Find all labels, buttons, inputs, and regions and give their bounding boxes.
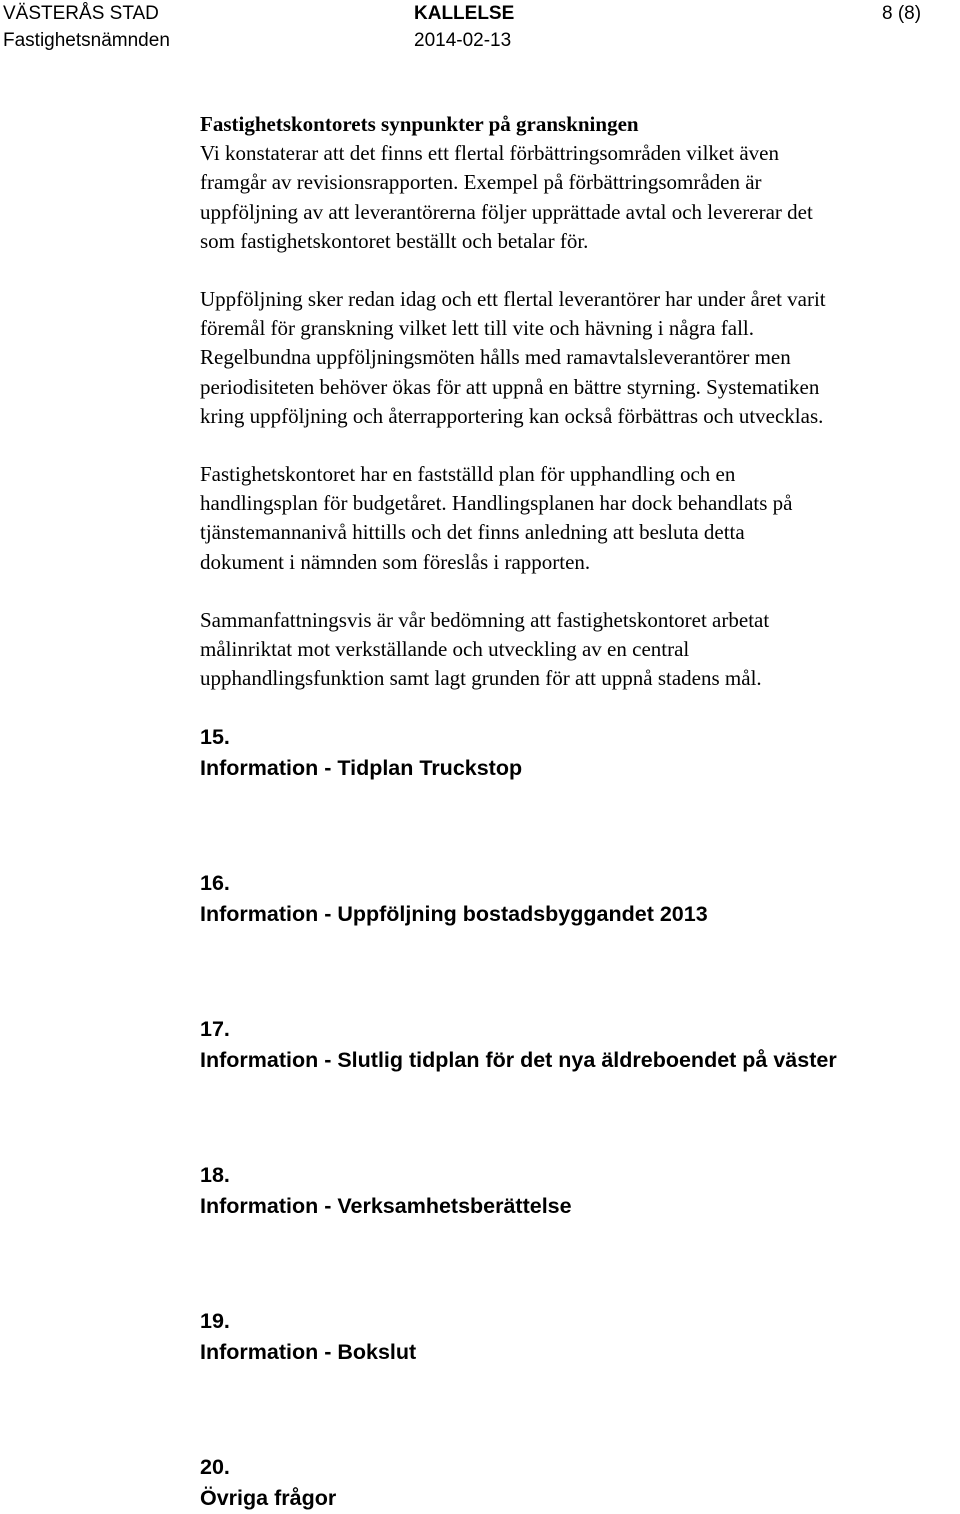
section-heading: Fastighetskontorets synpunkter på granskningen	[200, 112, 639, 136]
paragraph-uppfoljning	[200, 285, 960, 431]
agenda-title: Information - Slutlig tidplan för det nya äldreboendet på väster	[200, 1048, 837, 1072]
paragraph-line: tjänstemannanivå hittills och det finns anledning att besluta detta	[200, 520, 745, 545]
agenda-item-16	[200, 868, 708, 930]
agenda-number: 19.	[200, 1309, 230, 1333]
paragraph-line: Regelbundna uppföljningsmöten hålls med ramavtalsleverantörer men	[200, 345, 791, 370]
paragraph-line: som fastighetskontoret beställt och betalar för.	[200, 228, 589, 253]
agenda-title: Information - Verksamhetsberättelse	[200, 1194, 572, 1218]
paragraph-line: handlingsplan för budgetåret. Handlingsplanen har dock behandlats på	[200, 491, 793, 516]
paragraph-synpunkter	[200, 110, 960, 256]
agenda-number: 17.	[200, 1017, 230, 1041]
document-date: 2014-02-13	[414, 30, 512, 51]
agenda-item-17	[200, 1014, 837, 1076]
department-name: Fastighetsnämnden	[3, 30, 170, 51]
organization-name: VÄSTERÅS STAD	[3, 3, 159, 24]
paragraph-line: uppföljning av att leverantörerna följer upprättade avtal och levererar det	[200, 199, 813, 224]
agenda-number: 18.	[200, 1163, 230, 1187]
paragraph-line: periodisiteten behöver ökas för att uppnå en bättre styrning. Systematiken	[200, 374, 820, 399]
agenda-item-19	[200, 1306, 416, 1368]
paragraph-line: kring uppföljning och återrapportering kan också förbättras och utvecklas.	[200, 403, 824, 428]
paragraph-gap	[200, 431, 960, 460]
paragraph-sammanfattning	[200, 606, 960, 694]
agenda-item-18	[200, 1160, 572, 1222]
agenda-number: 20.	[200, 1455, 230, 1479]
paragraph-gap	[200, 256, 960, 285]
paragraph-gap	[200, 577, 960, 606]
agenda-title: Övriga frågor	[200, 1486, 337, 1510]
body-text	[200, 110, 960, 693]
paragraph-line: Fastighetskontoret har en fastställd plan för upphandling och en	[200, 462, 736, 487]
agenda-number: 15.	[200, 725, 230, 749]
document-type: KALLELSE	[414, 3, 515, 24]
paragraph-line: dokument i nämnden som föreslås i rapporten.	[200, 549, 591, 574]
paragraph-line: Sammanfattningsvis är vår bedömning att fastighetskontoret arbetat	[200, 607, 770, 632]
agenda-item-20	[200, 1452, 336, 1514]
page-header	[0, 0, 960, 56]
paragraph-line: upphandlingsfunktion samt lagt grunden för att uppnå stadens mål.	[200, 666, 762, 691]
paragraph-line: Uppföljning sker redan idag och ett flertal leverantörer har under året varit	[200, 287, 826, 312]
paragraph-plan	[200, 460, 960, 577]
paragraph-line: Vi konstaterar att det finns ett flertal förbättringsområden vilket även	[200, 141, 779, 166]
paragraph-line: framgår av revisionsrapporten. Exempel på förbättringsområden är	[200, 170, 762, 195]
paragraph-line: målinriktat mot verkställande och utveckling av en central	[200, 637, 690, 662]
agenda-title: Information - Tidplan Truckstop	[200, 756, 523, 780]
agenda-number: 16.	[200, 871, 230, 895]
agenda-item-15	[200, 722, 522, 784]
paragraph-line: föremål för granskning vilket lett till vite och hävning i några fall.	[200, 316, 755, 341]
agenda-title: Information - Uppföljning bostadsbyggandet 2013	[200, 902, 708, 926]
agenda-title: Information - Bokslut	[200, 1340, 417, 1364]
page-number: 8 (8)	[882, 3, 922, 24]
